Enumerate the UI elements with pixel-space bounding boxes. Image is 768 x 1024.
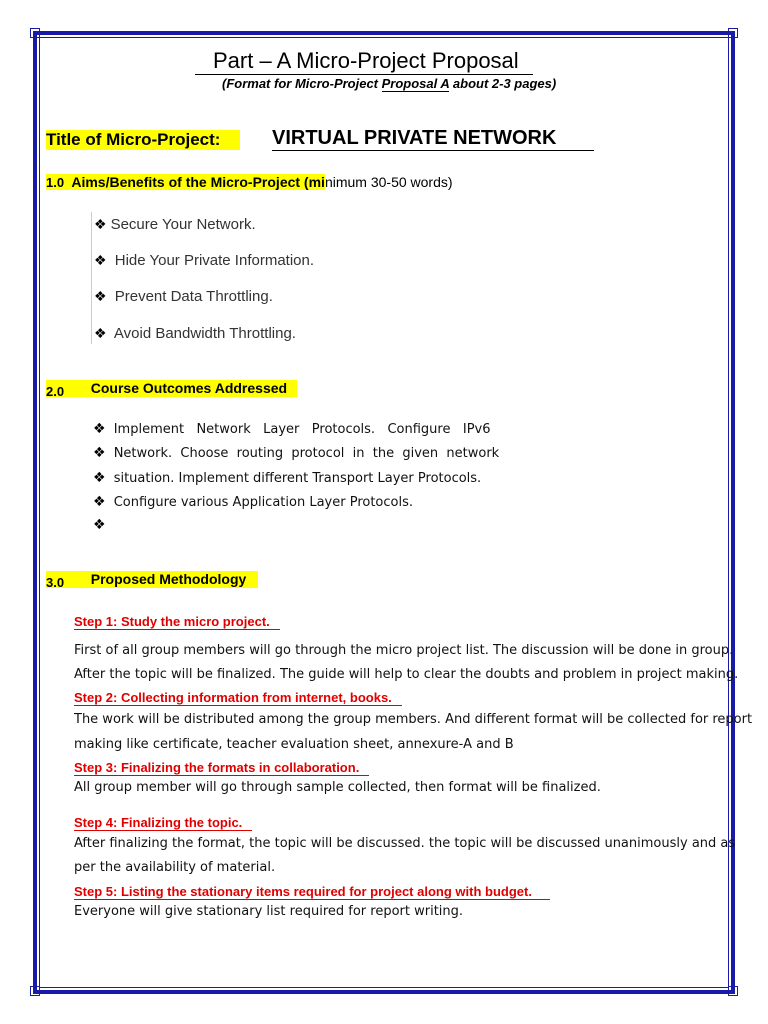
diamond-bullet-icon: ❖ xyxy=(93,470,106,486)
diamond-bullet-icon: ❖ xyxy=(93,421,106,437)
subtitle-underlined: Proposal A xyxy=(381,76,450,91)
section-aims-heading xyxy=(46,174,453,190)
border-corner-tl xyxy=(30,28,40,38)
aims-list xyxy=(91,212,722,344)
step-title: Step 1: Study the micro project. xyxy=(74,614,280,630)
list-item: ❖ situation. Implement different Transport Layer Protocols. xyxy=(93,470,482,486)
list-item: ❖ Hide Your Private Information. xyxy=(94,252,315,269)
list-item xyxy=(93,517,110,533)
page-title: Part – A Micro-Project Proposal xyxy=(195,48,533,75)
diamond-bullet-icon: ❖ xyxy=(93,445,106,461)
step-text: Everyone will give stationary list required for report writing. xyxy=(74,904,464,919)
subtitle-before: (Format for Micro-Project xyxy=(222,76,382,91)
section-methodology-title: Proposed Methodology xyxy=(90,571,247,587)
section-aims-highlight xyxy=(46,174,325,190)
step-text: First of all group members will go through the micro project list. The discussion will be done in group. xyxy=(74,643,734,658)
list-item: ❖ Avoid Bandwidth Throttling. xyxy=(94,325,296,342)
section-aims-title: Aims/Benefits of the Micro-Project (mi xyxy=(71,174,325,190)
list-item: ❖ Network. Choose routing protocol in the given network xyxy=(93,445,500,461)
diamond-bullet-icon: ❖ xyxy=(93,494,106,510)
list-item: ❖ Configure various Application Layer Protocols. xyxy=(93,494,413,510)
step-title: Step 3: Finalizing the formats in collaboration. xyxy=(74,760,369,776)
section-methodology-heading xyxy=(46,571,258,589)
list-item: ❖ Prevent Data Throttling. xyxy=(94,288,273,305)
step-text: per the availability of material. xyxy=(74,860,276,875)
diamond-bullet-icon: ❖ xyxy=(94,216,107,232)
diamond-bullet-icon: ❖ xyxy=(93,517,106,533)
step-text: After finalizing the format, the topic will be discussed. the topic will be discussed unanimously and as xyxy=(74,836,736,851)
step-title: Step 2: Collecting information from internet, books. xyxy=(74,690,402,706)
border-corner-bl xyxy=(30,986,40,996)
section-aims-note: nimum 30-50 words) xyxy=(324,174,453,190)
diamond-bullet-icon: ❖ xyxy=(94,252,107,268)
step-title: Step 5: Listing the stationary items required for project along with budget. xyxy=(74,884,550,900)
project-title-value: VIRTUAL PRIVATE NETWORK xyxy=(272,127,594,151)
section-methodology-highlight xyxy=(46,571,258,588)
step-title: Step 4: Finalizing the topic. xyxy=(74,815,252,831)
step-text: making like certificate, teacher evaluation sheet, annexure-A and B xyxy=(74,737,514,752)
section-outcomes-number: 2.0 xyxy=(46,384,65,399)
subtitle-after: about 2-3 pages) xyxy=(449,76,557,91)
section-aims-number: 1.0 xyxy=(46,175,65,190)
section-outcomes-title: Course Outcomes Addressed xyxy=(90,380,288,396)
section-outcomes-heading xyxy=(46,380,297,398)
list-item: ❖ Implement Network Layer Protocols. Configure IPv6 xyxy=(93,421,491,437)
step-text: After the topic will be finalized. The guide will help to clear the doubts and problem in project making. xyxy=(74,667,739,682)
section-methodology-number: 3.0 xyxy=(46,575,65,590)
page-subtitle xyxy=(222,76,556,91)
border-corner-br xyxy=(728,986,738,996)
diamond-bullet-icon: ❖ xyxy=(94,288,107,304)
list-item: ❖ Secure Your Network. xyxy=(94,216,256,233)
project-title-label: Title of Micro-Project: xyxy=(46,130,240,150)
border-corner-tr xyxy=(728,28,738,38)
step-text: The work will be distributed among the group members. And different format will be collected for report xyxy=(74,712,753,727)
step-text: All group member will go through sample collected, then format will be finalized. xyxy=(74,780,601,795)
diamond-bullet-icon: ❖ xyxy=(94,325,107,341)
section-outcomes-highlight xyxy=(46,380,297,397)
